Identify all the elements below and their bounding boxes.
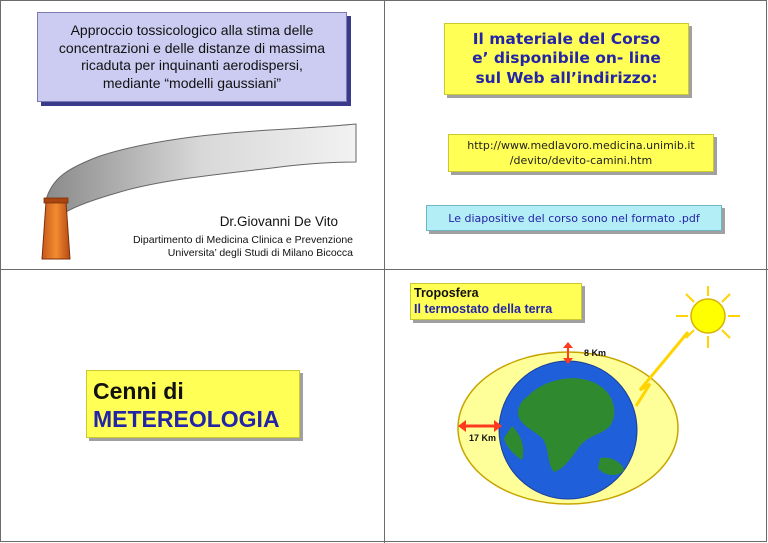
slide1-title-box xyxy=(37,12,347,102)
pdf-format-note-text: Le diapositive del corso sono nel formato .pdf xyxy=(448,211,700,225)
slide1-title-line: mediante “modelli gaussiani” xyxy=(102,74,282,91)
author-affiliation xyxy=(133,234,353,260)
sun-icon xyxy=(676,286,740,348)
slide2-title-line: e’ disponibile on- line xyxy=(472,49,661,68)
label-17km: 17 Km xyxy=(469,433,497,443)
slide3-title-line1: Cenni di xyxy=(93,378,184,404)
earth-icon xyxy=(499,361,637,499)
horizontal-divider xyxy=(0,269,768,270)
slide1-title-line: concentrazioni e delle distanze di massima xyxy=(58,39,326,56)
slide2-title-box xyxy=(444,23,689,95)
course-url-line[interactable]: /devito/devito-camini.htm xyxy=(509,154,653,167)
slide4-title-line2: Il termostato della terra xyxy=(414,302,553,316)
course-url-box[interactable] xyxy=(448,134,714,172)
slide1-title-line: ricaduta per inquinanti aerodispersi, xyxy=(81,57,303,73)
pdf-format-note xyxy=(426,205,722,231)
smokestack-icon xyxy=(42,198,70,259)
slide3-title-line2: METEREOLOGIA xyxy=(93,406,280,432)
smoke-plume-icon xyxy=(46,124,356,212)
slide4-title-line1: Troposfera xyxy=(414,286,479,300)
vertical-divider xyxy=(384,0,385,543)
slide2-title-line: Il materiale del Corso xyxy=(472,29,661,48)
author-name: Dr.Giovanni De Vito xyxy=(219,214,338,229)
course-url-line[interactable]: http://www.medlavoro.medicina.unimib.it xyxy=(467,139,695,152)
slide1-title-line: Approccio tossicologico alla stima delle xyxy=(70,22,314,38)
slide4-title-box xyxy=(410,283,582,320)
slide3-title-box xyxy=(86,370,300,438)
slide2-title-line: sul Web all’indirizzo: xyxy=(475,68,658,87)
department-name: Dipartimento di Medicina Clinica e Prevenzione xyxy=(132,234,353,246)
label-8km: 8 Km xyxy=(584,348,607,358)
university-name: Universita’ degli Studi di Milano Bicocca xyxy=(167,247,353,259)
